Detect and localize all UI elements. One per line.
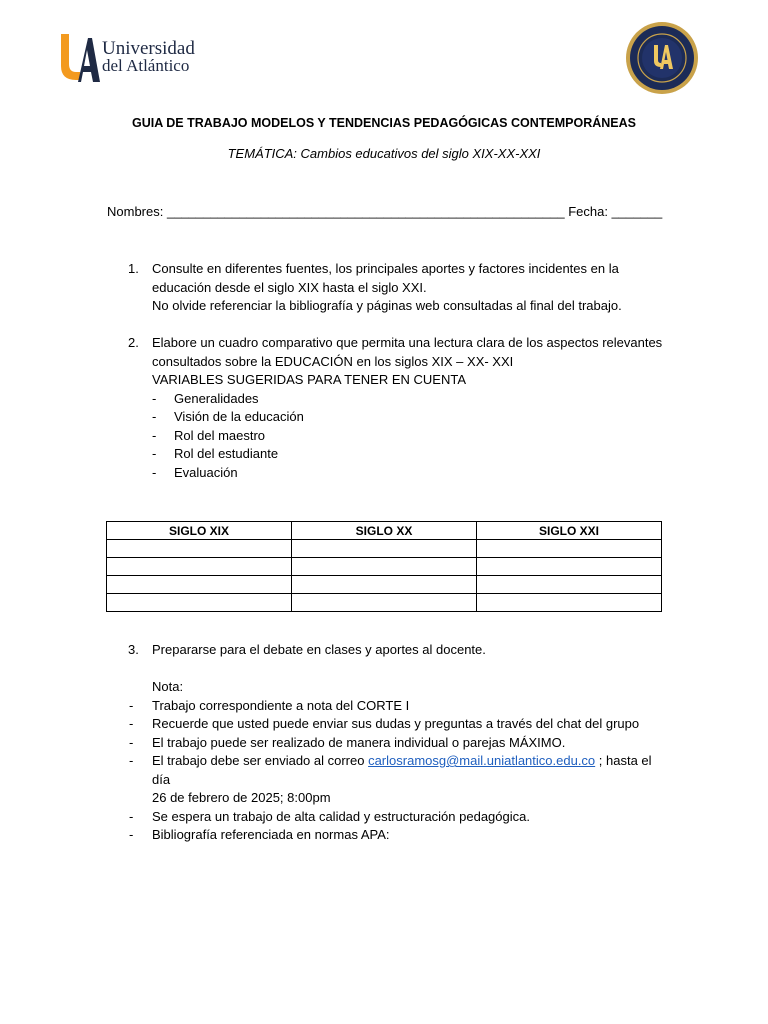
notes-list xyxy=(107,697,667,845)
table-cell[interactable] xyxy=(292,540,477,558)
column-header-siglo-xix: SIGLO XIX xyxy=(107,522,292,540)
column-header-siglo-xxi: SIGLO XXI xyxy=(477,522,662,540)
list-item: - Generalidades xyxy=(152,390,259,406)
list-item: - Se espera un trabajo de alta calidad y estructuración pedagógica. xyxy=(129,808,530,824)
question-line: consultados sobre la EDUCACIÓN en los siglos XIX – XX- XXI xyxy=(152,353,514,369)
question-2 xyxy=(107,334,667,482)
table-cell[interactable] xyxy=(107,594,292,612)
list-item: - Evaluación xyxy=(152,464,238,480)
table-row xyxy=(107,576,662,594)
table-cell[interactable] xyxy=(107,576,292,594)
list-item: - El trabajo puede ser realizado de manera individual o parejas MÁXIMO. xyxy=(129,734,566,750)
question-number: 1. xyxy=(128,261,139,276)
logo-line-1: Universidad xyxy=(102,38,195,59)
list-item: - Rol del maestro xyxy=(152,427,266,443)
table-cell[interactable] xyxy=(477,540,662,558)
email-suffix: ; hasta el día xyxy=(152,753,652,787)
question-1 xyxy=(107,260,667,316)
list-item: - Trabajo correspondiente a nota del CORTE I xyxy=(129,697,410,713)
notes-section xyxy=(107,678,667,845)
table-row xyxy=(107,540,662,558)
question-line: No olvide referenciar la bibliografía y páginas web consultadas al final del trabajo. xyxy=(152,298,622,313)
notes-heading: Nota: xyxy=(152,679,184,694)
university-seal-icon xyxy=(625,21,699,95)
variables-list xyxy=(152,390,667,483)
question-number: 3. xyxy=(128,642,139,657)
list-item: - Visión de la educación xyxy=(152,409,304,424)
question-line: VARIABLES SUGERIDAS PARA TENER EN CUENTA xyxy=(152,372,467,387)
table-cell[interactable] xyxy=(477,576,662,594)
email-prefix: El trabajo debe ser enviado al correo xyxy=(152,753,369,768)
table-cell[interactable] xyxy=(477,594,662,612)
list-item: - Rol del estudiante xyxy=(152,446,279,461)
question-line: Elabore un cuadro comparativo que permita una lectura clara de los aspectos relevantes xyxy=(152,335,663,350)
list-item: - Recuerde que usted puede enviar sus dudas y preguntas a través del chat del grupo xyxy=(129,716,640,731)
names-date-field[interactable]: Nombres: _______________________________________________________ Fecha: _______ xyxy=(107,204,663,219)
table-row xyxy=(107,594,662,612)
logo-line-2: del Atlántico xyxy=(102,56,190,75)
question-number: 2. xyxy=(128,335,139,350)
table-cell[interactable] xyxy=(292,576,477,594)
question-3 xyxy=(107,641,667,660)
university-name xyxy=(102,40,195,74)
question-line: Prepararse para el debate en clases y aportes al docente. xyxy=(152,642,486,657)
table-cell[interactable] xyxy=(107,558,292,576)
comparison-table xyxy=(106,521,662,612)
document-subtitle: TEMÁTICA: Cambios educativos del siglo XIX-XX-XXI xyxy=(227,146,541,161)
university-logo xyxy=(58,32,198,86)
document-title: GUIA DE TRABAJO MODELOS Y TENDENCIAS PEDAGÓGICAS CONTEMPORÁNEAS xyxy=(132,116,636,130)
table-cell[interactable] xyxy=(292,594,477,612)
question-line: Consulte en diferentes fuentes, los principales aportes y factores incidentes en la xyxy=(152,261,619,276)
list-item: - El trabajo debe ser enviado al correo carlosramosg@mail.uniatlantico.edu.co ; hasta el día 26 de febrero de 2025; 8:00pm xyxy=(129,753,652,805)
list-item: - Bibliografía referenciada en normas APA: xyxy=(129,827,390,842)
table-cell[interactable] xyxy=(107,540,292,558)
question-line: educación desde el siglo XIX hasta el siglo XXI. xyxy=(152,279,427,295)
table-cell[interactable] xyxy=(477,558,662,576)
deadline-text: 26 de febrero de 2025; 8:00pm xyxy=(152,790,331,805)
table-cell[interactable] xyxy=(292,558,477,576)
ua-logo-mark-icon xyxy=(58,32,100,84)
email-link[interactable]: carlosramosg@mail.uniatlantico.edu.co xyxy=(368,753,596,768)
column-header-siglo-xx: SIGLO XX xyxy=(292,522,477,540)
table-header-row xyxy=(107,522,662,540)
table-row xyxy=(107,558,662,576)
